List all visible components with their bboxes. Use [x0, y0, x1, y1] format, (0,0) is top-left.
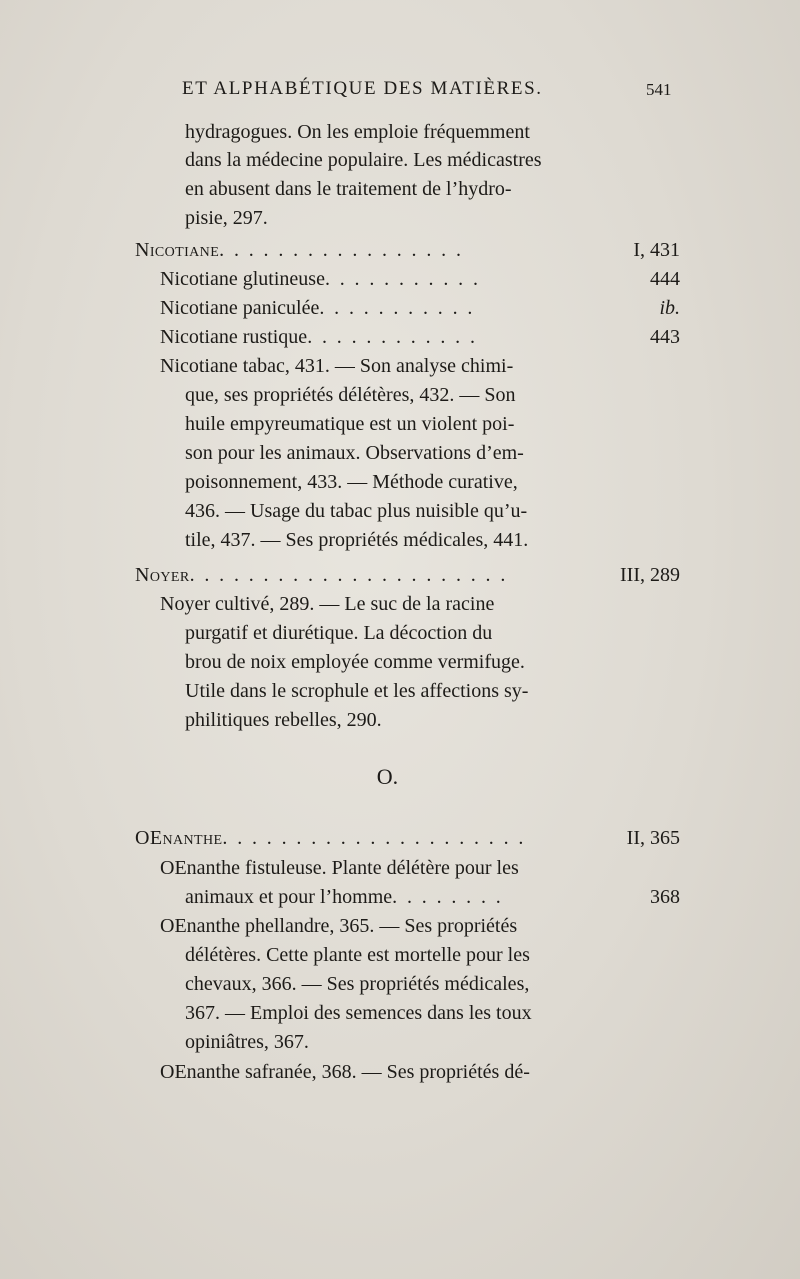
- text-line: OEnanthe phellandre, 365. — Ses propriétés: [160, 915, 518, 937]
- text-line: pisie, 297.: [185, 207, 268, 229]
- text-line: Utile dans le scrophule et les affections sy-: [185, 680, 529, 702]
- entry-reference: II, 365: [626, 827, 680, 849]
- leader-dots: . . . . . . . . . . . . . . . . . . . . . .: [189, 564, 508, 586]
- text-line: 436. — Usage du tabac plus nuisible qu’u-: [185, 500, 528, 522]
- entry-reference: 443: [650, 326, 680, 348]
- text-line: opiniâtres, 367.: [185, 1031, 309, 1053]
- page-number: 541: [646, 80, 672, 99]
- text-line: huile empyreumatique est un violent poi-: [185, 413, 515, 435]
- leader-dots: . . . . . . . .: [392, 886, 504, 908]
- entry-heading: OEnanthe: [135, 827, 223, 849]
- index-entry-noyer: [135, 563, 508, 587]
- entry-reference: III, 289: [620, 564, 680, 586]
- text-line: purgatif et diurétique. La décoction du: [185, 622, 493, 644]
- text-line: philitiques rebelles, 290.: [185, 709, 382, 731]
- entry-reference: 444: [650, 268, 680, 290]
- entry-reference: 368: [650, 886, 680, 908]
- leader-dots: . . . . . . . . . . . . . . . . . . . . .: [222, 827, 526, 849]
- text-line: Noyer cultivé, 289. — Le suc de la racine: [160, 593, 495, 615]
- leader-dots: . . . . . . . . . . . .: [307, 326, 478, 348]
- leader-dots: . . . . . . . . . . .: [319, 297, 475, 319]
- text-line: Nicotiane tabac, 431. — Son analyse chimi-: [160, 355, 514, 377]
- entry-reference: ib.: [659, 297, 680, 319]
- index-subentry: [160, 296, 475, 320]
- subentry-label: Nicotiane rustique: [160, 326, 308, 348]
- text-line: en abusent dans le traitement de l’hydro-: [185, 178, 512, 200]
- subentry-label: Nicotiane paniculée: [160, 297, 320, 319]
- index-subentry: [185, 885, 503, 909]
- text-line: que, ses propriétés délétères, 432. — Son: [185, 384, 516, 406]
- leader-dots: . . . . . . . . . . . . . . . . .: [219, 239, 464, 261]
- entry-heading: Nicotiane: [135, 239, 220, 261]
- text-line: tile, 437. — Ses propriétés médicales, 441.: [185, 529, 529, 551]
- text-line: dans la médecine populaire. Les médicastres: [185, 149, 542, 171]
- index-subentry: [160, 325, 477, 349]
- index-entry-oenanthe: [135, 826, 526, 850]
- text-line: hydragogues. On les emploie fréquemment: [185, 121, 530, 143]
- text-line: délétères. Cette plante est mortelle pour les: [185, 944, 530, 966]
- subentry-label: animaux et pour l’homme: [185, 886, 393, 908]
- subentry-label: Nicotiane glutineuse: [160, 268, 325, 290]
- section-letter: O.: [376, 764, 399, 789]
- running-title: ET ALPHABÉTIQUE DES MATIÈRES.: [182, 78, 543, 99]
- text-line: OEnanthe fistuleuse. Plante délétère pour les: [160, 857, 519, 879]
- text-line: 367. — Emploi des semences dans les toux: [185, 1002, 532, 1024]
- text-line: OEnanthe safranée, 368. — Ses propriétés dé-: [160, 1061, 530, 1083]
- index-entry-nicotiane: [135, 238, 463, 262]
- entry-heading: Noyer: [135, 564, 190, 586]
- text-line: chevaux, 366. — Ses propriétés médicales,: [185, 973, 530, 995]
- index-subentry: [160, 267, 480, 291]
- text-line: son pour les animaux. Observations d’em-: [185, 442, 524, 464]
- text-line: brou de noix employée comme vermifuge.: [185, 651, 525, 673]
- text-line: poisonnement, 433. — Méthode curative,: [185, 471, 518, 493]
- leader-dots: . . . . . . . . . . .: [324, 268, 481, 290]
- entry-reference: I, 431: [633, 239, 680, 261]
